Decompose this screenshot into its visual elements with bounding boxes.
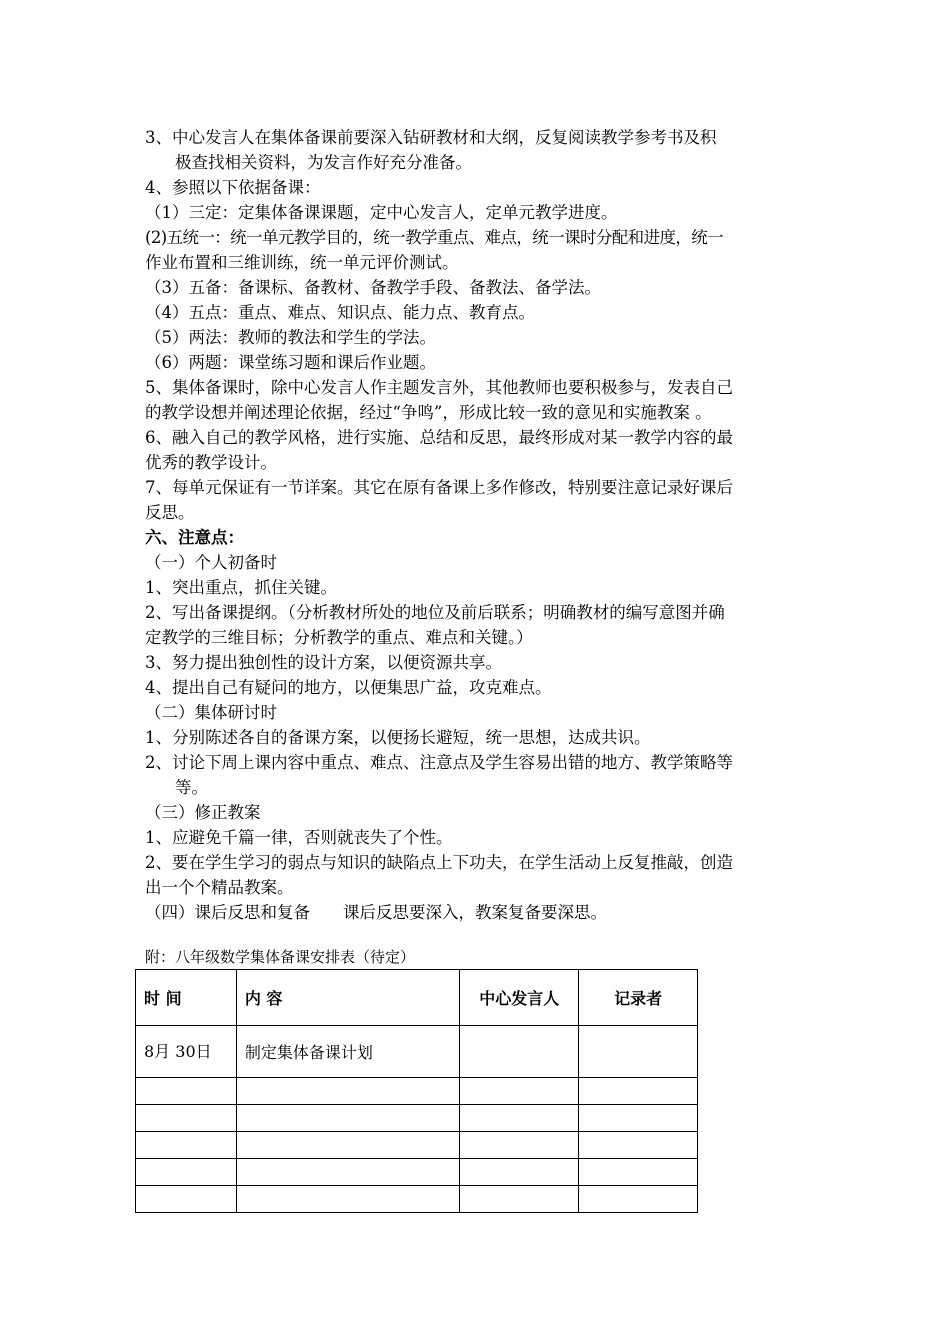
- table-cell-speaker: [460, 1132, 579, 1159]
- table-cell-date: [136, 1186, 237, 1213]
- text-line: 6、融入自己的教学风格，进行实施、总结和反思，最终形成对某一教学内容的最: [145, 428, 733, 447]
- table-cell-speaker: [460, 1186, 579, 1213]
- table-cell-recorder: [579, 1159, 698, 1186]
- table-caption: 附：八年级数学集体备课安排表（待定）: [145, 948, 416, 966]
- text-line: 4、提出自己有疑问的地方，以便集思广益，攻克难点。: [145, 678, 552, 697]
- table-cell-content: [236, 1132, 460, 1159]
- table-cell-speaker: [460, 1078, 579, 1105]
- text-line: (2)五统一：统一单元教学目的，统一教学重点、难点，统一课时分配和进度，统一: [145, 228, 724, 247]
- table-row: [136, 1186, 698, 1213]
- table-cell-content: [236, 1186, 460, 1213]
- table-cell-date: [136, 1159, 237, 1186]
- table-cell-content: 制定集体备课计划: [236, 1026, 460, 1078]
- text-line: 7、每单元保证有一节详案。其它在原有备课上多作修改，特别要注意记录好课后: [145, 478, 733, 497]
- table-cell-speaker: [460, 1159, 579, 1186]
- section-heading: 六、注意点：: [145, 528, 244, 547]
- table-cell-content: [236, 1078, 460, 1105]
- text-line: 3、努力提出独创性的设计方案，以便资源共享。: [145, 653, 502, 672]
- table-cell-date: 8月 30日: [136, 1026, 237, 1078]
- text-line: 4、参照以下依据备课：: [145, 178, 321, 197]
- text-line: （4）五点：重点、难点、知识点、能力点、教育点。: [145, 303, 535, 322]
- text-line: 3、中心发言人在集体备课前要深入钻研教材和大纲，反复阅读教学参考书及积: [145, 128, 717, 147]
- table-cell-date: [136, 1105, 237, 1132]
- schedule-table: [135, 969, 698, 1213]
- text-line: 定教学的三维目标；分析教学的重点、难点和关键。）: [145, 628, 533, 647]
- table-cell-date: [136, 1078, 237, 1105]
- text-line: 2、讨论下周上课内容中重点、难点、注意点及学生容易出错的地方、教学策略等: [145, 753, 733, 772]
- table-cell-speaker: [460, 1105, 579, 1132]
- subsection-heading: （三）修正教案: [145, 803, 261, 822]
- table-cell-speaker: [460, 1026, 579, 1078]
- table-cell-recorder: [579, 1026, 698, 1078]
- text-line: 反思。: [145, 503, 195, 522]
- text-line: （3）五备：备课标、备教材、备教学手段、备教法、备学法。: [145, 278, 601, 297]
- subsection-heading: （二）集体研讨时: [145, 703, 277, 722]
- text-line: 优秀的教学设计。: [145, 453, 277, 472]
- table-cell-recorder: [579, 1132, 698, 1159]
- text-line: 的教学设想并阐述理论依据，经过“争鸣”，形成比较一致的意见和实施教案 。: [145, 403, 712, 422]
- text-line: 作业布置和三维训练，统一单元评价测试。: [145, 253, 459, 272]
- text-line: 极查找相关资料，为发言作好充分准备。: [175, 153, 472, 172]
- table-row: [136, 1078, 698, 1105]
- text-line: 等。: [175, 778, 208, 797]
- table-header-row: [136, 970, 698, 1026]
- text-line: 2、要在学生学习的弱点与知识的缺陷点上下功夫，在学生活动上反复推敲，创造: [145, 853, 733, 872]
- text-line: 1、应避免千篇一律，否则就丧失了个性。: [145, 828, 453, 847]
- subsection-heading: （四）课后反思和复备 课后反思要深入，教案复备要深思。: [145, 903, 607, 922]
- text-line: （1）三定：定集体备课课题，定中心发言人，定单元教学进度。: [145, 203, 618, 222]
- table-row: [136, 1159, 698, 1186]
- text-line: 2、写出备课提纲。（分析教材所处的地位及前后联系；明确教材的编写意图并确: [145, 603, 725, 622]
- table-cell-recorder: [579, 1078, 698, 1105]
- table-row: [136, 1132, 698, 1159]
- table-cell-content: [236, 1105, 460, 1132]
- header-time: 时 间: [136, 970, 237, 1026]
- table-cell-recorder: [579, 1186, 698, 1213]
- text-line: 1、突出重点，抓住关键。: [145, 578, 337, 597]
- table-row: [136, 1026, 698, 1078]
- text-line: 出一个个精品教案。: [145, 878, 294, 897]
- header-speaker: 中心发言人: [460, 970, 579, 1026]
- table-cell-recorder: [579, 1105, 698, 1132]
- text-line: （5）两法：教师的教法和学生的学法。: [145, 328, 436, 347]
- header-content: 内 容: [236, 970, 460, 1026]
- text-line: 1、分别陈述各自的备课方案，以便扬长避短，统一思想，达成共识。: [145, 728, 651, 747]
- table-cell-date: [136, 1132, 237, 1159]
- header-recorder: 记录者: [579, 970, 698, 1026]
- table-cell-content: [236, 1159, 460, 1186]
- text-line: （6）两题：课堂练习题和课后作业题。: [145, 353, 436, 372]
- text-line: 5、集体备课时，除中心发言人作主题发言外，其他教师也要积极参与，发表自己: [145, 378, 733, 397]
- table-row: [136, 1105, 698, 1132]
- subsection-heading: （一）个人初备时: [145, 553, 277, 572]
